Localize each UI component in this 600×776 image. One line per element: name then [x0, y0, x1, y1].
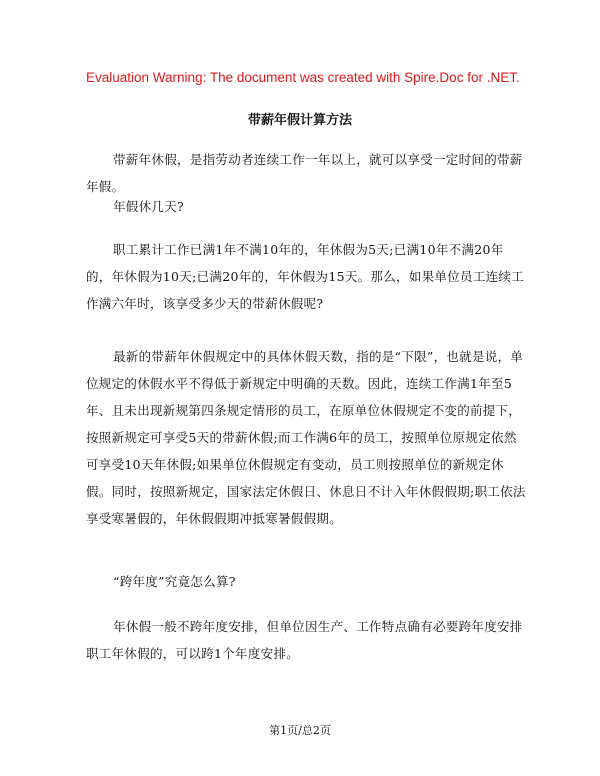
paragraph-days-rules: 职工累计工作已满1年不满10年的，年休假为5天;已满10年不满20年的，年休假为10天;已满20年的，年休假为15天。那么，如果单位员工连续工作满六年时，该享受多少天的带薪休假呢? — [86, 242, 525, 311]
paragraph-intro: 带薪年休假，是指劳动者连续工作一年以上，就可以享受一定时间的带薪年假。 — [86, 152, 523, 194]
paragraph-heading-days: 年假休几天? — [113, 199, 185, 214]
document-title: 带薪年假计算方法 — [247, 113, 352, 128]
page-footer: 第1页/总2页 — [269, 724, 331, 737]
paragraph-new-rules: 最新的带薪年休假规定中的具体休假天数，指的是“下限”，也就是说，单位规定的休假水平不得低于新规定中明确的天数。因此，连续工作满1年至5年、且未出现新规第四条规定情形的员工，在原单位休假规定不变的前提下，按照新规定可享受5天的带薪休假;而工作满6年的员工，按照单位原规定依然可享受10天年休假;如果单位休假规定有变动，员工则按照单位的新规定休假。同时，按照新规定，国家法定休假日、休息日不计入年休假假期;职工依法享受寒暑假的，年休假假期冲抵寒暑假假期。 — [86, 349, 526, 526]
evaluation-warning: Evaluation Warning: The document was created with Spire.Doc for .NET. — [86, 70, 520, 85]
paragraph-heading-cross-year: “跨年度”究竟怎么算? — [113, 574, 236, 589]
paragraph-cross-year: 年休假一般不跨年度安排，但单位因生产、工作特点确有必要跨年度安排职工年休假的，可以跨1个年度安排。 — [86, 619, 523, 661]
